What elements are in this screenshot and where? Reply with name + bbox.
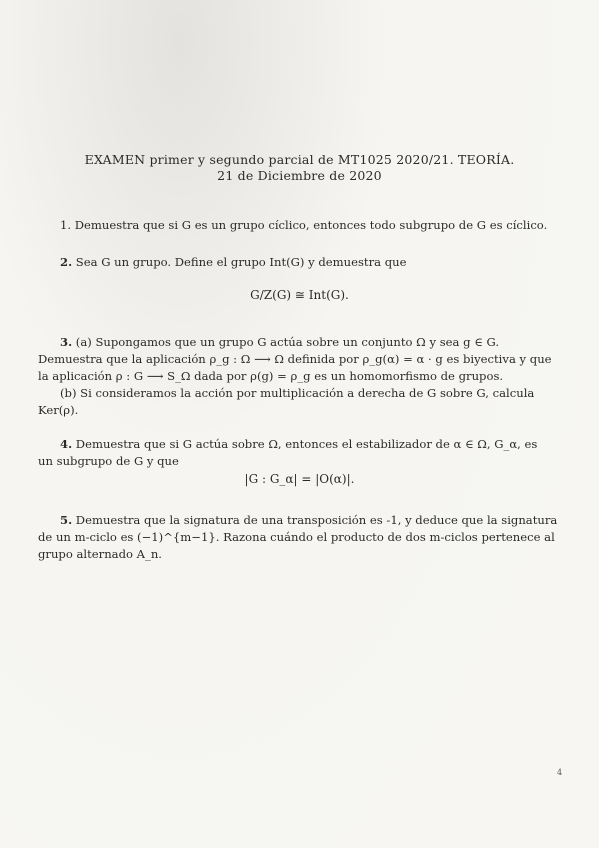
question-5-line-2: de un m-ciclo es (−1)^{m−1}. Razona cuándo el producto de dos m-ciclos pertenece al xyxy=(38,530,555,544)
question-3-line-3: la aplicación ρ : G ⟶ S_Ω dada por ρ(g) = ρ_g es un homomorfismo de grupos. xyxy=(38,369,504,383)
question-5-line-1: Demuestra que la signatura de una transposición es -1, y deduce que la signatura xyxy=(75,513,558,527)
exam-title: EXAMEN primer y segundo parcial de MT1025 2020/21. TEORÍA. xyxy=(84,152,515,167)
question-2-text: Sea G un grupo. Define el grupo Int(G) y demuestra que xyxy=(75,255,407,269)
question-4 xyxy=(60,437,572,452)
question-3-line-1: (a) Supongamos que un grupo G actúa sobre un conjunto Ω y sea g ∈ G. xyxy=(75,335,500,349)
question-3-line-4: (b) Si consideramos la acción por multiplicación a derecha de G sobre G, calcula xyxy=(60,386,535,400)
question-3 xyxy=(60,335,572,350)
page-mark: 4 xyxy=(557,768,563,777)
question-3-line-2: Demuestra que la aplicación ρ_g : Ω ⟶ Ω definida por ρ_g(α) = α · g es biyectiva y que xyxy=(38,352,552,366)
question-1-number: 1. xyxy=(60,218,72,232)
question-4-formula: |G : G_α| = |O(α)|. xyxy=(244,472,355,486)
question-4-line-2: un subgrupo de G y que xyxy=(38,454,179,468)
question-1-text: Demuestra que si G es un grupo cíclico, entonces todo subgrupo de G es cíclico. xyxy=(74,218,548,232)
question-2 xyxy=(60,255,572,270)
question-5 xyxy=(60,513,572,528)
question-1 xyxy=(60,218,572,233)
exam-date: 21 de Diciembre de 2020 xyxy=(217,168,382,183)
question-5-number: 5. xyxy=(60,513,73,527)
question-2-number: 2. xyxy=(60,255,73,269)
question-4-number: 4. xyxy=(60,437,73,451)
question-5-line-3: grupo alternado A_n. xyxy=(38,547,162,561)
question-2-formula: G/Z(G) ≅ Int(G). xyxy=(250,288,349,302)
question-3-line-5: Ker(ρ). xyxy=(38,403,79,417)
question-3-number: 3. xyxy=(60,335,73,349)
question-4-line-1: Demuestra que si G actúa sobre Ω, entonces el estabilizador de α ∈ Ω, G_α, es xyxy=(75,437,538,451)
